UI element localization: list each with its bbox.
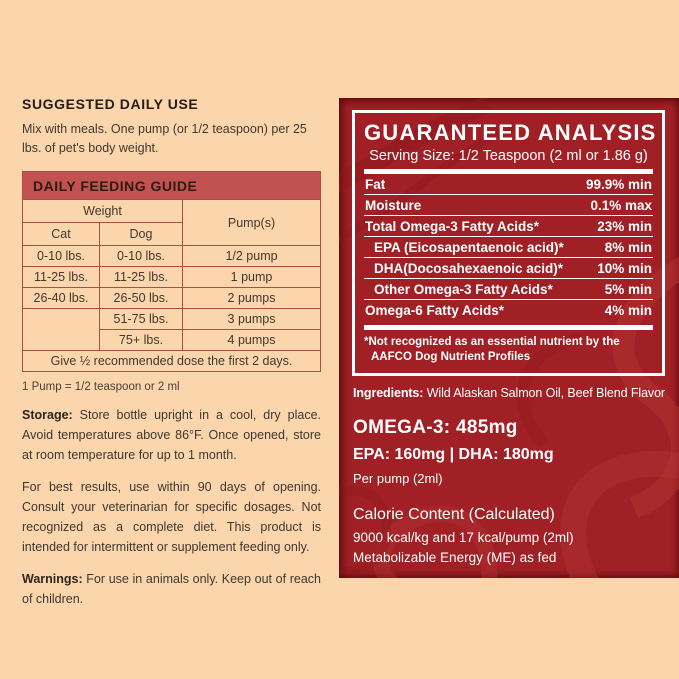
left-column <box>22 96 321 610</box>
nutrient-label: Other Omega-3 Fatty Acids* <box>374 281 553 297</box>
guaranteed-analysis-title: GUARANTEED ANALYSIS <box>364 120 657 145</box>
omega3-summary: OMEGA-3: 485mg <box>353 416 518 438</box>
divider-bar <box>364 325 653 330</box>
ingredients-text: Wild Alaskan Salmon Oil, Beef Blend Flavor <box>423 385 665 400</box>
table-row <box>23 309 321 330</box>
cat-weight-cell-empty <box>23 309 100 351</box>
nutrient-label: EPA (Eicosapentaenoic acid)* <box>374 239 564 255</box>
cat-weight-cell: 11-25 lbs. <box>23 267 100 288</box>
dog-header-cell: Dog <box>100 223 183 246</box>
table-footer-row <box>23 351 321 372</box>
nutrient-label: DHA(Docosahexaenoic acid)* <box>374 260 564 276</box>
analysis-row-dha <box>364 258 653 279</box>
feeding-guide-footer-note: Give ½ recommended dose the first 2 days. <box>23 351 321 372</box>
table-row <box>23 246 321 267</box>
cat-weight-cell: 26-40 lbs. <box>23 288 100 309</box>
dog-weight-cell: 51-75 lbs. <box>100 309 183 330</box>
nutrient-value: 8% min <box>604 239 652 255</box>
pumps-cell: 2 pumps <box>183 288 321 309</box>
serving-size: Serving Size: 1/2 Teaspoon (2 ml or 1.86 g) <box>369 148 648 164</box>
calorie-content-title: Calorie Content (Calculated) <box>353 505 555 523</box>
nutrient-value: 23% min <box>597 218 652 234</box>
storage-label: Storage: <box>22 408 73 422</box>
nutrient-label: Fat <box>365 176 386 192</box>
feeding-guide-header: DAILY FEEDING GUIDE <box>22 171 321 199</box>
dog-weight-cell: 75+ lbs. <box>100 330 183 351</box>
dog-weight-cell: 11-25 lbs. <box>100 267 183 288</box>
analysis-row-total-omega3 <box>364 216 653 237</box>
calorie-values: 9000 kcal/kg and 17 kcal/pump (2ml) <box>353 529 574 545</box>
warnings-label: Warnings: <box>22 572 83 587</box>
feeding-guide-table <box>22 199 321 372</box>
storage-paragraph <box>22 406 321 465</box>
epa-dha-summary: EPA: 160mg | DHA: 180mg <box>353 445 554 463</box>
suggested-daily-use-title: SUGGESTED DAILY USE <box>22 96 199 112</box>
table-header-row <box>23 200 321 223</box>
nutrient-value: 4% min <box>604 302 652 318</box>
cat-header-cell: Cat <box>23 223 100 246</box>
panel-content <box>339 110 679 565</box>
metabolizable-energy-note: Metabolizable Energy (ME) as fed <box>353 549 557 565</box>
ingredients-label: Ingredients: <box>353 385 424 400</box>
omega-summary-block <box>353 417 665 486</box>
table-row <box>23 288 321 309</box>
analysis-row-other-omega3 <box>364 279 653 300</box>
best-results-paragraph: For best results, use within 90 days of opening. Consult your veterinarian for specific dosages. Not recognized as a complete diet. This product is intended for intermittent or supplement feeding only. <box>22 480 321 554</box>
aafco-footnote: *Not recognized as an essential nutrient by the AAFCO Dog Nutrient Profiles <box>364 336 620 363</box>
analysis-row-epa <box>364 237 653 258</box>
ingredients-line <box>353 386 673 400</box>
pumps-cell: 1/2 pump <box>183 246 321 267</box>
analysis-row-moisture <box>364 195 653 216</box>
weight-header-cell: Weight <box>23 200 183 223</box>
guaranteed-analysis-panel <box>339 98 679 578</box>
pumps-cell: 4 pumps <box>183 330 321 351</box>
nutrient-value: 10% min <box>597 260 652 276</box>
warnings-paragraph <box>22 570 321 610</box>
nutrient-value: 5% min <box>604 281 652 297</box>
calorie-content-block <box>353 506 665 565</box>
nutrient-label: Omega-6 Fatty Acids* <box>365 302 505 318</box>
pumps-cell: 1 pump <box>183 267 321 288</box>
intro-text: Mix with meals. One pump (or 1/2 teaspoon) per 25 lbs. of pet's body weight. <box>22 122 307 155</box>
per-pump-note: Per pump (2ml) <box>353 470 443 486</box>
cat-weight-cell: 0-10 lbs. <box>23 246 100 267</box>
nutrient-label: Moisture <box>365 197 422 213</box>
nutrient-value: 0.1% max <box>590 197 652 213</box>
pumps-cell: 3 pumps <box>183 309 321 330</box>
nutrient-label: Total Omega-3 Fatty Acids* <box>365 218 540 234</box>
nutrient-value: 99.9% min <box>585 176 652 192</box>
pumps-header-cell: Pump(s) <box>183 200 321 246</box>
dog-weight-cell: 26-50 lbs. <box>100 288 183 309</box>
table-row <box>23 267 321 288</box>
pump-equivalence-note: 1 Pump = 1/2 teaspoon or 2 ml <box>22 381 180 393</box>
warnings-text: For use in animals only. Keep out of reach of children. <box>22 572 321 606</box>
storage-text: Store bottle upright in a cool, dry place. Avoid temperatures above 86°F. Once opened, store at room temperature for up to 1 month. <box>22 408 321 462</box>
guaranteed-analysis-box <box>352 110 665 376</box>
analysis-row-fat <box>364 174 653 195</box>
dog-weight-cell: 0-10 lbs. <box>100 246 183 267</box>
analysis-row-omega6 <box>364 300 653 320</box>
